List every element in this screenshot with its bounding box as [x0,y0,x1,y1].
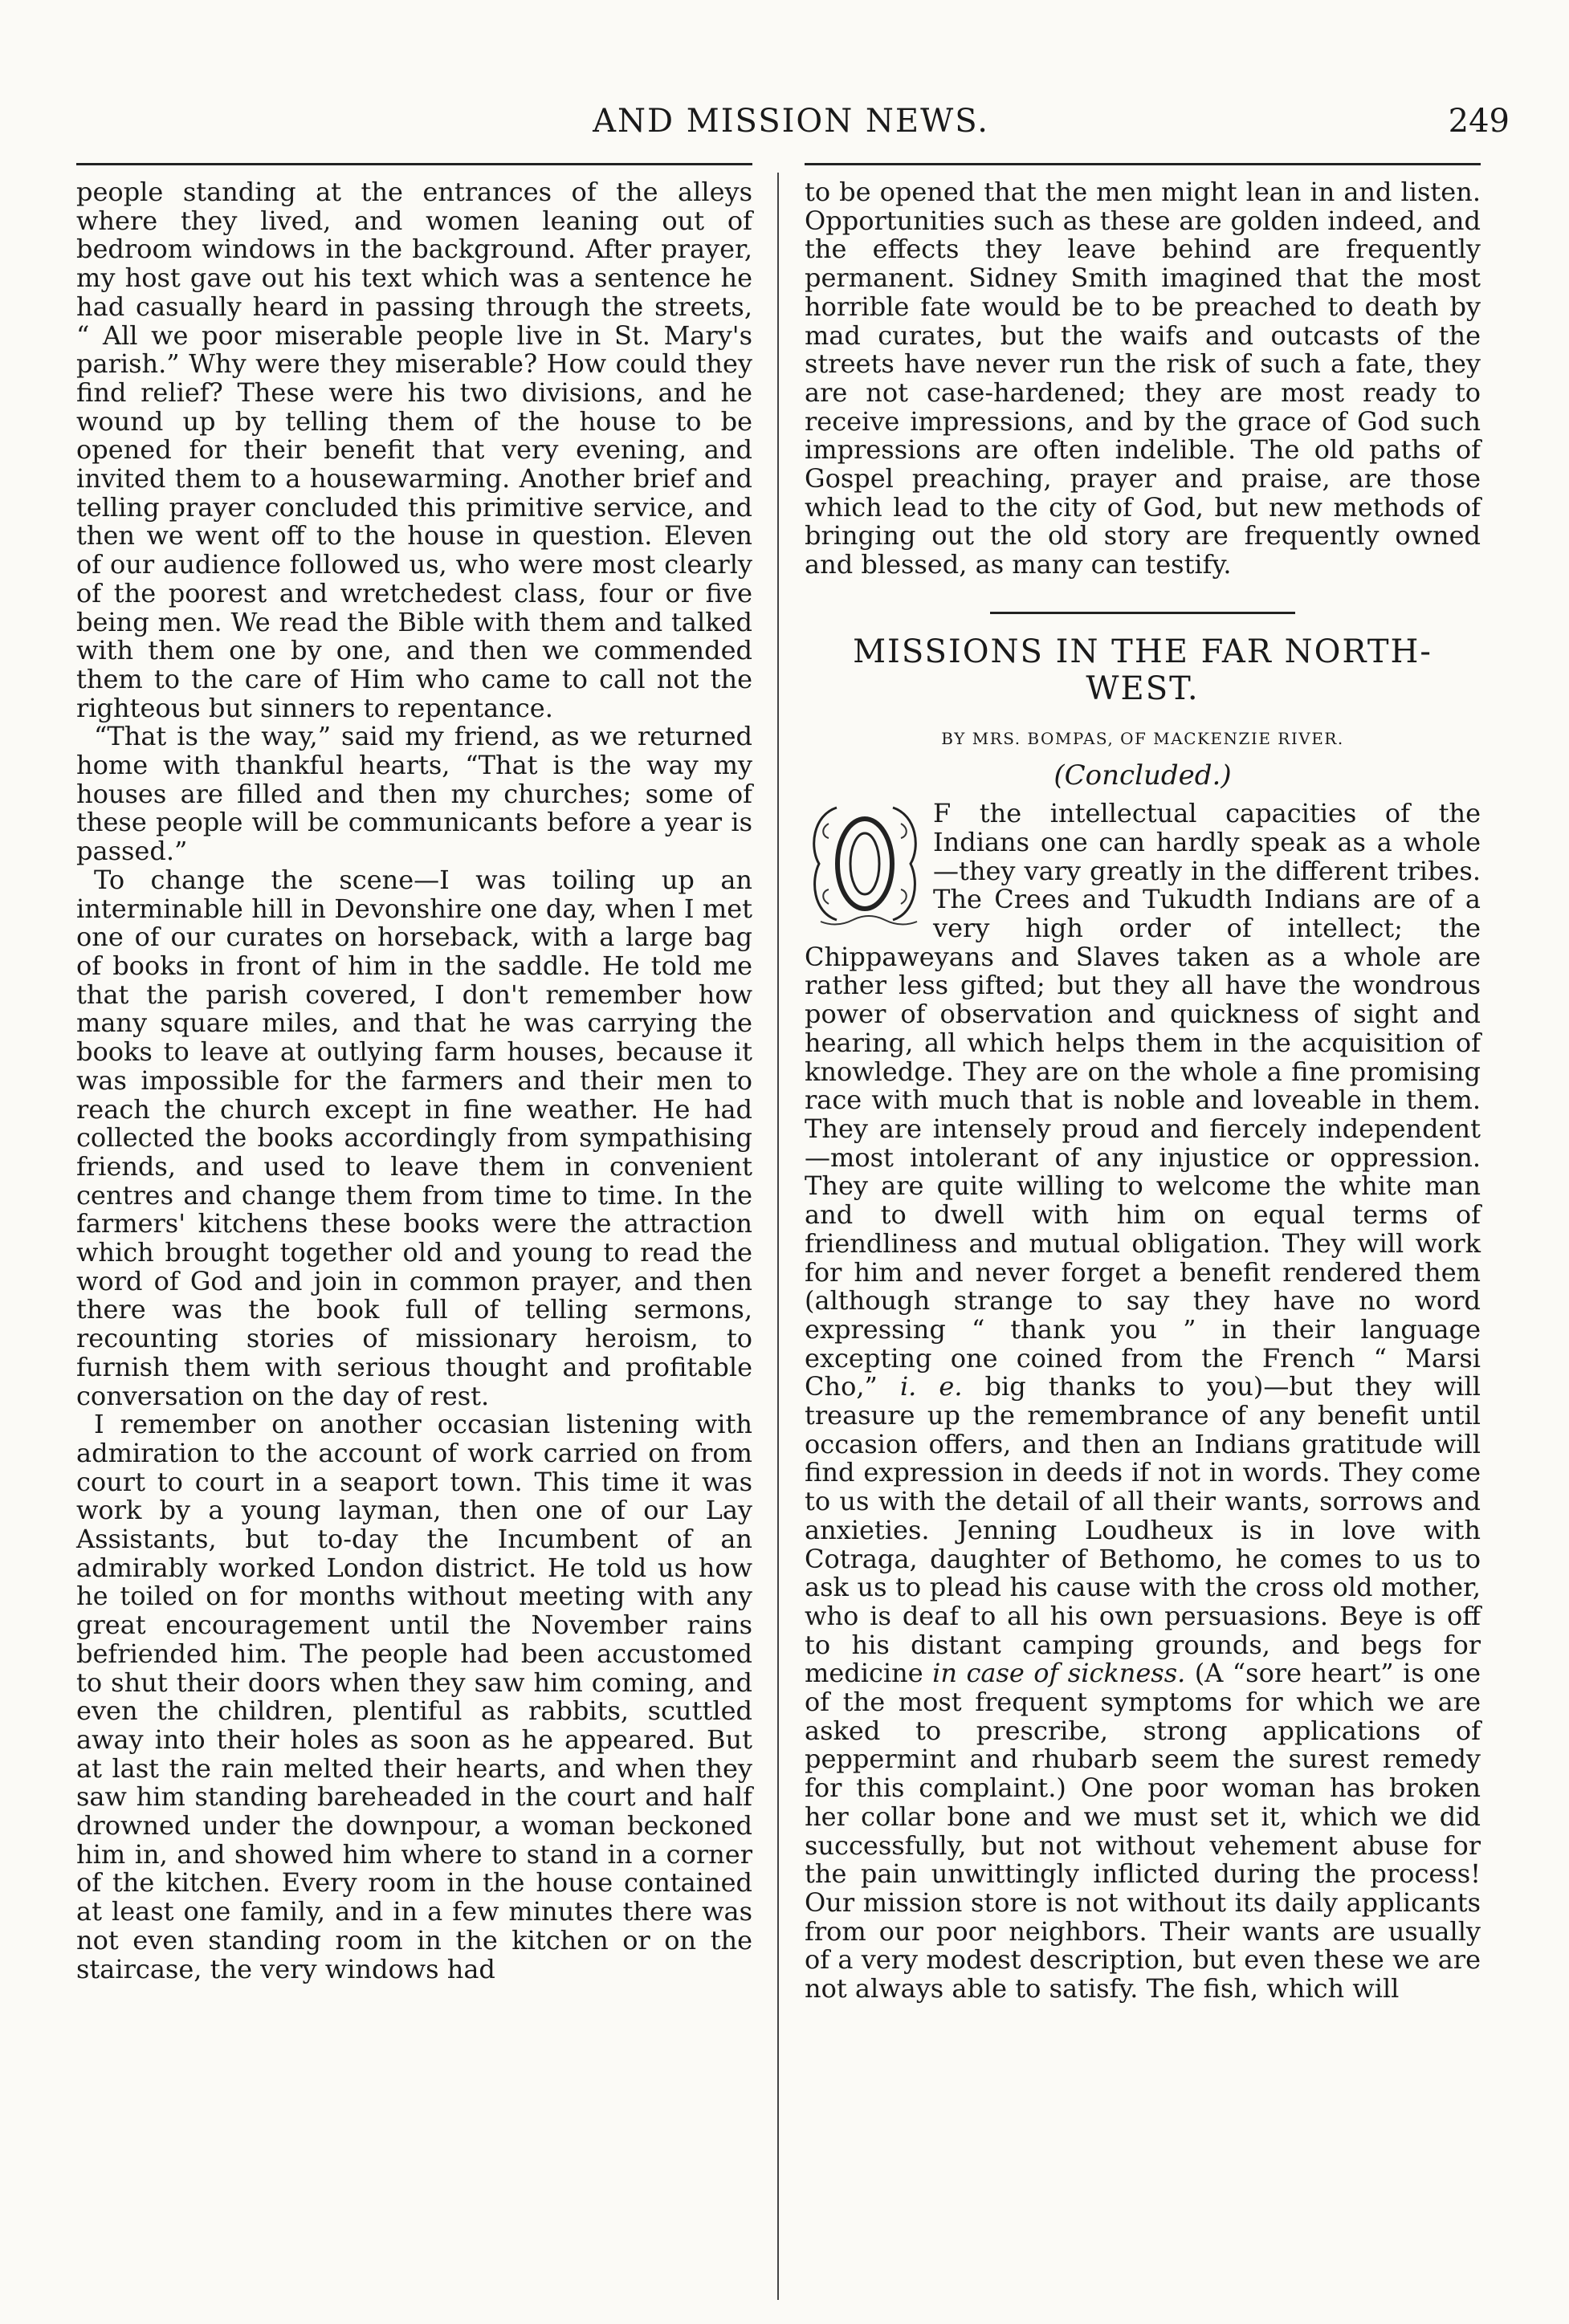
header-rule-left [76,163,752,165]
byline: BY MRS. BOMPAS, OF MACKENZIE RIVER. [941,728,1344,748]
article-text: big thanks to you)—but they will treasure up the remembrance of any benefit until occasion offers, and then an Indians gratitude will find expression in deeds if not in words. They come to us with the detail of all their wants, sorrows and anxieties. Jenning Loudheux is in love with Cotraga, daughter of Bethomo, he comes to us to ask us to plead his cause with the cross old mother, who is deaf to all his own persuasions. Beye is off to his distant camping grounds, and begs for medicine [805,1371,1481,1689]
paragraph: To change the scene—I was toiling up an interminable hill in Devonshire one day, when I met one of our curates on horseback, with a large bag of books in front of him in the saddle. He told me that the parish covered, I don't remember how many square miles, and that he was carrying the books to leave at outlying farm houses, because it was impossible for the farmers and their men to reach the church except in fine weather. He had collected the books accordingly from sympathising friends, and used to leave them in convenient centres and change them from time to time. In the farmers' kitchens these books were the attraction which brought together old and young to read the word of God and join in common prayer, and then there was the book full of telling sermons, recounting stories of missionary heroism, to furnish them with serious thought and profitable conversation on the day of rest. [76,864,752,1411]
article-title: MISSIONS IN THE FAR NORTH-WEST. [853,633,1432,707]
page-number: 249 [1448,103,1510,140]
article-text: F the intellectual capacities of the Indians one can hardly speak as a whole—they vary greatly in the different tribes. The Crees and Tukudth Indians are of a very high order of intellect; the Chippaweyans and Slaves taken as a whole are rather less gifted; but they all have the wondrous power of observation and quickness of sight and hearing, all which helps them in the acquisition of knowledge. They are on the whole a fine promising race with much that is noble and loveable in them. They are intensely proud and fiercely independent—most intolerant of any injustice or oppression. They are quite willing to welcome the white man and to dwell with him on equal terms of friendliness and mutual obligation. They will work for him and never forget a benefit rendered them (although strange to say they have no word expressing “ thank you ” in their language excepting one coined from the French “ Marsi Cho,” [805,798,1481,1402]
paragraph: people standing at the entrances of the alleys where they lived, and women leaning out of bedroom windows in the background. After prayer, my host gave out his text which was a sentence he had casually heard in passing through the streets, “ All we poor miserable people live in St. Mary's parish.” Why were they miserable? How could they find relief? These were his two divisions, and he wound up by telling them of the house to be opened for their benefit that very evening, and invited them to a housewarming. Another brief and telling prayer concluded this primitive service, and then we went off to the house in question. Eleven of our audience followed us, who were most clearly of the poorest and wretchedest class, four or five being men. We read the Bible with them and talked with them one by one, and then we commended them to the care of Him who came to call not the righteous but sinners to repentance. [76,177,752,723]
abbreviation: i. e. [899,1371,963,1402]
italic-phrase: in case of sickness. [932,1658,1186,1689]
page-header [72,103,1510,151]
section-divider [990,612,1295,614]
paragraph: to be opened that the men might lean in and listen. Opportunities such as these are golden indeed, and the effects they leave behind are frequently permanent. Sidney Smith imagined that the most horrible fate would be to be preached to death by mad curates, but the waifs and outcasts of the streets have never run the risk of such a fate, they are not case-hardened; they are most ready to receive impressions, and by the grace of God such impressions are often indelible. The old paths of Gospel preaching, prayer and praise, are those which lead to the city of God, but new methods of bringing out the old story are frequently owned and blessed, as many can testify. [805,177,1481,580]
right-column [805,178,1481,2004]
concluded-note: (Concluded.) [1053,759,1232,792]
header-rule-right [805,163,1481,165]
paragraph: “That is the way,” said my friend, as we returned home with thankful hearts, “That is the way my houses are filled and then my churches; some of these people will be communicants before a year is passed.” [76,721,752,867]
column-divider [777,173,779,2300]
article-paragraph [805,800,1481,2004]
left-column [76,178,752,1984]
running-head: AND MISSION NEWS. [593,103,989,140]
ornamental-dropcap-icon [805,800,925,928]
paragraph: I remember on another occasian listening with admiration to the account of work carried on from court to court in a seaport town. This time it was work by a young layman, then one of our Lay Assistants, but to-day the Incumbent of an admirably worked London district. He told us how he toiled on for months without meeting with any great encouragement until the November rains befriended him. The people had been accustomed to shut their doors when they saw him coming, and even the children, plentiful as rabbits, scuttled away into their holes as soon as he appeared. But at last the rain melted their hearts, and when they saw him standing bareheaded in the court and half drowned under the downpour, a woman beckoned him in, and showed him where to stand in a corner of the kitchen. Every room in the house contained at least one family, and in a few minutes there was not even standing room in the kitchen or on the staircase, the very windows had [76,1409,752,1984]
article-text: (A “sore heart” is one of the most frequent symptoms for which we are asked to prescribe, strong applications of peppermint and rhubarb seem the surest remedy for this complaint.) One poor woman has broken her collar bone and we must set it, which we did successfully, but not without vehement abuse for the pain unwittingly inflicted during the process! Our mission store is not without its daily applicants from our poor neighbors. Their wants are usually of a very modest description, but even these we are not always able to satisfy. The fish, which will [805,1658,1481,2005]
